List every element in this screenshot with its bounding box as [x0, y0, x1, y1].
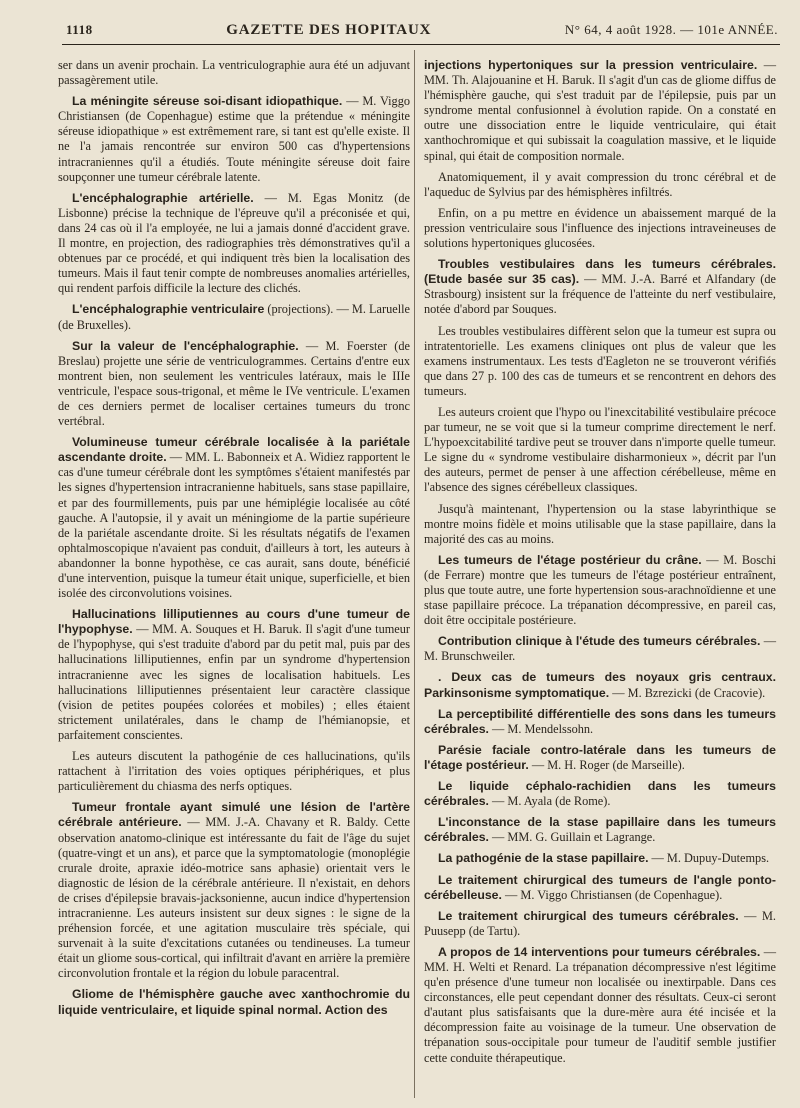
article-paragraph	[58, 58, 410, 88]
issue-info: N° 64, 4 août 1928. — 101e ANNÉE.	[564, 22, 778, 37]
article-text: — M. Ayala (de Rome).	[488, 794, 611, 809]
article-text: Enfin, on a pu mettre en évidence un abaissement marqué de la pression ventriculaire sous l'influence des injections intraveineuses de solutions hypertoniques glucosées.	[424, 205, 776, 251]
article-text: — M. Brunschweiler.	[424, 634, 776, 664]
article-title: Le liquide céphalo-rachidien dans les tumeurs cérébrales.	[424, 779, 776, 809]
article-paragraph	[424, 670, 776, 700]
article-text: — MM. G. Guillain et Lagrange.	[488, 830, 656, 845]
page-header	[66, 22, 778, 44]
article-text: — MM. L. Babonneix et A. Widiez rapportent le cas d'une tumeur cérébrale dont les symptômes s'étaient manifestés par les signes d'hypertension intracranienne habituels, sans stase papillaire, et par des fourmillements, puis par une hémiplégie localisée au côté gauche. A l'autopsie, il y avait un méningiome de la partie supérieure de la pariétale ascendante droite. Si les résultats négatifs de l'examen ophtalmoscopique n'avaient pas conduit, d'ailleurs à tort, les auteurs à abandonner la bonne hypothèse, ce cas aurait, sans doute, bénéficié d'une intervention, puisque la tumeur était unique, superficielle, et bien isolée des circonvolutions voisines.	[58, 450, 410, 601]
article-title: La pathogénie de la stase papillaire.	[438, 851, 649, 866]
article-title: Le traitement chirurgical des tumeurs de l'angle ponto-cérébelleuse.	[424, 872, 776, 902]
article-title: L'encéphalographie artérielle.	[72, 190, 254, 205]
article-paragraph	[424, 743, 776, 773]
article-text: — M. Bzrezicki (de Cracovie).	[609, 685, 766, 700]
article-text: — M. Viggo Christiansen (de Copenhague).	[501, 887, 723, 902]
article-paragraph	[58, 94, 410, 185]
article-paragraph	[424, 815, 776, 845]
article-paragraph	[424, 851, 776, 866]
article-text: — M. H. Roger (de Marseille).	[528, 757, 685, 772]
article-text: Les troubles vestibulaires diffèrent selon que la tumeur est supra ou intratentorielle. Les examens cliniques ont plus de valeur que les examens instrumentaux. Les tests d'Eagleton ne se trouveront vérifiés que dans 27 p. 100 des cas de tumeurs et se rencontrent en dehors des tumeurs.	[424, 323, 776, 398]
article-text: — M. Dupuy-Dutemps.	[648, 851, 770, 866]
article-title: Les tumeurs de l'étage postérieur du crâne.	[438, 552, 702, 567]
article-text: — MM. A. Souques et H. Baruk. Il s'agit d'une tumeur de l'hypophyse, qui s'est traduite d'abord par du petit mal, puis par des hallucinations lilliputiennes, enfin par un syndrome d'hypertension intracranienne avec les signes de localisation habituels. Les hallucinations lilliputiennes présentaient leur caractère classique (vision de petites poupées colorées et mobiles) ; elles étaient strictement unilatérales, dans le champ de l'hémianopsie, et parfaitement conscientes.	[58, 622, 410, 742]
header-rule	[62, 44, 780, 45]
article-paragraph	[424, 58, 776, 164]
journal-title: GAZETTE DES HOPITAUX	[226, 22, 432, 38]
article-paragraph	[58, 339, 410, 430]
article-paragraph	[424, 634, 776, 664]
article-paragraph	[58, 191, 410, 297]
article-text: — M. Foerster (de Breslau) projette une série de ventriculogrammes. Certains d'entre eux montrent bien, non seulement les ventricules latéraux, mais le IIIe ventricule, l'espace sous-trigonal, et même le IVe ventricule. L'examen de ces derniers permet de localiser certaines tumeurs du tronc vertébral.	[58, 338, 410, 429]
article-text: — M. Mendelssohn.	[488, 721, 594, 736]
article-paragraph	[58, 749, 410, 794]
article-paragraph	[424, 405, 776, 496]
article-paragraph	[58, 435, 410, 601]
article-title: La perceptibilité différentielle des sons dans les tumeurs cérébrales.	[424, 706, 776, 736]
right-column	[424, 58, 776, 1072]
article-paragraph	[424, 553, 776, 628]
article-paragraph	[424, 779, 776, 809]
article-paragraph	[424, 707, 776, 737]
article-title: Parésie faciale contro-latérale dans les tumeurs de l'étage postérieur.	[424, 742, 776, 772]
article-title: L'inconstance de la stase papillaire dans les tumeurs cérébrales.	[424, 815, 776, 845]
article-title: Le traitement chirurgical des tumeurs cérébrales.	[438, 908, 739, 923]
article-title: . Deux cas de tumeurs des noyaux gris centraux. Parkinsonisme symptomatique.	[424, 670, 776, 700]
article-paragraph	[424, 257, 776, 317]
article-paragraph	[424, 909, 776, 939]
article-paragraph	[58, 607, 410, 743]
article-text: — M. Viggo Christiansen (de Copenhague) estime que la prétendue « méningite séreuse idiopathique » est extrêmement rare, si tant est qu'elle existe. Il ne l'a jamais rencontrée sur environ 500 cas d'hypertensions intracraniennes qu'il a étudiés. Toute méningite séreuse doit faire soupçonner une tumeur cérébrale latente.	[58, 94, 411, 184]
article-title: Contribution clinique à l'étude des tumeurs cérébrales.	[438, 634, 761, 649]
article-text: (projections). — M. Laruelle (de Bruxelles).	[58, 302, 410, 332]
article-text: Anatomiquement, il y avait compression du tronc cérébral et de l'aqueduc de Sylvius par des hémisphères infiltrés.	[424, 169, 776, 199]
article-paragraph	[58, 302, 410, 332]
article-paragraph	[58, 987, 410, 1017]
article-paragraph	[424, 170, 776, 200]
page-number: 1118	[66, 22, 93, 37]
article-paragraph	[424, 502, 776, 547]
article-title: La méningite séreuse soi-disant idiopathique.	[72, 94, 343, 109]
article-text: Les auteurs discutent la pathogénie de ces hallucinations, qu'ils rattachent à l'irritation des voies optiques périphériques, et plus particulièrement du chiasma des nerfs optiques.	[58, 749, 410, 794]
article-title: Gliome de l'hémisphère gauche avec xanthochromie du liquide ventriculaire, et liquide spinal normal. Action des	[58, 987, 410, 1017]
article-text: — MM. J.-A. Chavany et R. Baldy. Cette observation anatomo-clinique est intéressante du fait de l'âge du sujet (quatre-vingt et un ans), et parce que la symptomatologie (monoplégie crurale droite, apraxie idéo-motrice sans aphasie) orientait vers le diagnostic de lésion de la cérébrale antérieure. Il n'existait, en dehors de crises d'épilepsie bravais-jacksonienne, aucun indice d'hypertension intracranienne. Les auteurs insistent sur deux signes : le signe de la préhension forcée, et une agitation musculaire très spéciale, qui survenait à la suite d'excitations cutanées ou tendineuses. La tumeur était un gliome sous-cortical, qui infiltrait d'avant en arrière la première circonvolution frontale et la région du lobule paracentral.	[58, 815, 410, 981]
article-text: — M. Egas Monitz (de Lisbonne) précise la technique de l'épreuve qu'il a préconisée et qui, dans 24 cas où il l'a employée, ne lui a jamais donné d'accident grave. Il montre, en projection, des radiographies très démonstratives qu'il a obtenues par ce procédé, et qui indiquent très bien la localisation des tumeurs. Mais il faut tenir compte de nombreuses anomalies artérielles, qui rendent parfois difficile la lecture des clichés.	[58, 190, 410, 296]
article-title: Volumineuse tumeur cérébrale localisée à la pariétale ascendante droite.	[58, 435, 410, 465]
article-title: Troubles vestibulaires dans les tumeurs cérébrales. (Etude basée sur 35 cas).	[424, 257, 776, 287]
article-text: — M. Boschi (de Ferrare) montre que les tumeurs de l'étage postérieur entraînent, plus que toute autre, une forte hypertension sous-arachnoïdienne et une stase papillaire précoce. La trépanation décompressive, en pareil cas, doit être occipitale postérieure.	[424, 552, 777, 628]
article-title: Sur la valeur de l'encéphalographie.	[72, 338, 299, 353]
article-text: Jusqu'à maintenant, l'hypertension ou la stase labyrinthique se montre moins fidèle et moins utilisable que la stase papillaire, dans la majorité des cas au moins.	[424, 501, 776, 546]
article-title: Hallucinations lilliputiennes au cours d'une tumeur de l'hypophyse.	[58, 607, 410, 637]
article-title: A propos de 14 interventions pour tumeurs cérébrales.	[438, 944, 761, 959]
article-paragraph	[58, 800, 410, 981]
article-text: ser dans un avenir prochain. La ventriculographie aura été un adjuvant passagèrement utile.	[58, 58, 410, 88]
article-text: — MM. H. Welti et Renard. La trépanation décompressive n'est légitime qu'en présence d'une tumeur non localisée ou inextirpable. Dans ces circonstances, elle peut cependant donner des résultats. Ceux-ci seront d'autant plus satisfaisants que la dure-mère aura été incisée et la décompression faite au voisinage de la tumeur. Une observation de trépanation sous-occipitale pour tumeur de l'auditif semble justifier cette conduite thérapeutique.	[424, 944, 777, 1065]
article-text: — MM. J.-A. Barré et Alfandary (de Strasbourg) insistent sur la fréquence de l'atteinte du nerf vestibulaire, notée d'abord par Souques.	[424, 272, 776, 317]
article-title: injections hypertoniques sur la pression ventriculaire.	[424, 58, 758, 72]
article-title: Tumeur frontale ayant simulé une lésion de l'artère cérébrale antérieure.	[58, 800, 410, 830]
article-text: — MM. Th. Alajouanine et H. Baruk. Il s'agit d'un cas de gliome diffus de l'hémisphère gauche, qui s'est traduit par de l'épilepsie, puis par un syndrome mental confusionnel à évolution rapide. On a constaté en outre une dissociation entre le liquide ventriculaire, qui était xanthochromique et qui subissait la coagulation massive, et le liquide spinal, qui était de composition normale.	[424, 58, 776, 163]
left-column	[58, 58, 410, 1024]
article-paragraph	[424, 324, 776, 399]
article-paragraph	[424, 873, 776, 903]
article-paragraph	[424, 206, 776, 251]
article-title: L'encéphalographie ventriculaire	[72, 302, 265, 317]
column-divider	[414, 50, 415, 1098]
article-paragraph	[424, 945, 776, 1066]
article-text: — M. Puusepp (de Tartu).	[424, 908, 776, 938]
article-text: Les auteurs croient que l'hypo ou l'inexcitabilité vestibulaire précoce par tumeur, ne se voit que si la tumeur comprime directement le nerf. L'hypoexcitabilité tardive peut se trouver dans n'importe quelle tumeur. Le signe du « syndrome vestibulaire disharmonieux », décrit par l'un des auteurs, permet de penser à une affection cérébelleuse, même en l'absence des signes cérébelleux classiques.	[424, 404, 776, 495]
